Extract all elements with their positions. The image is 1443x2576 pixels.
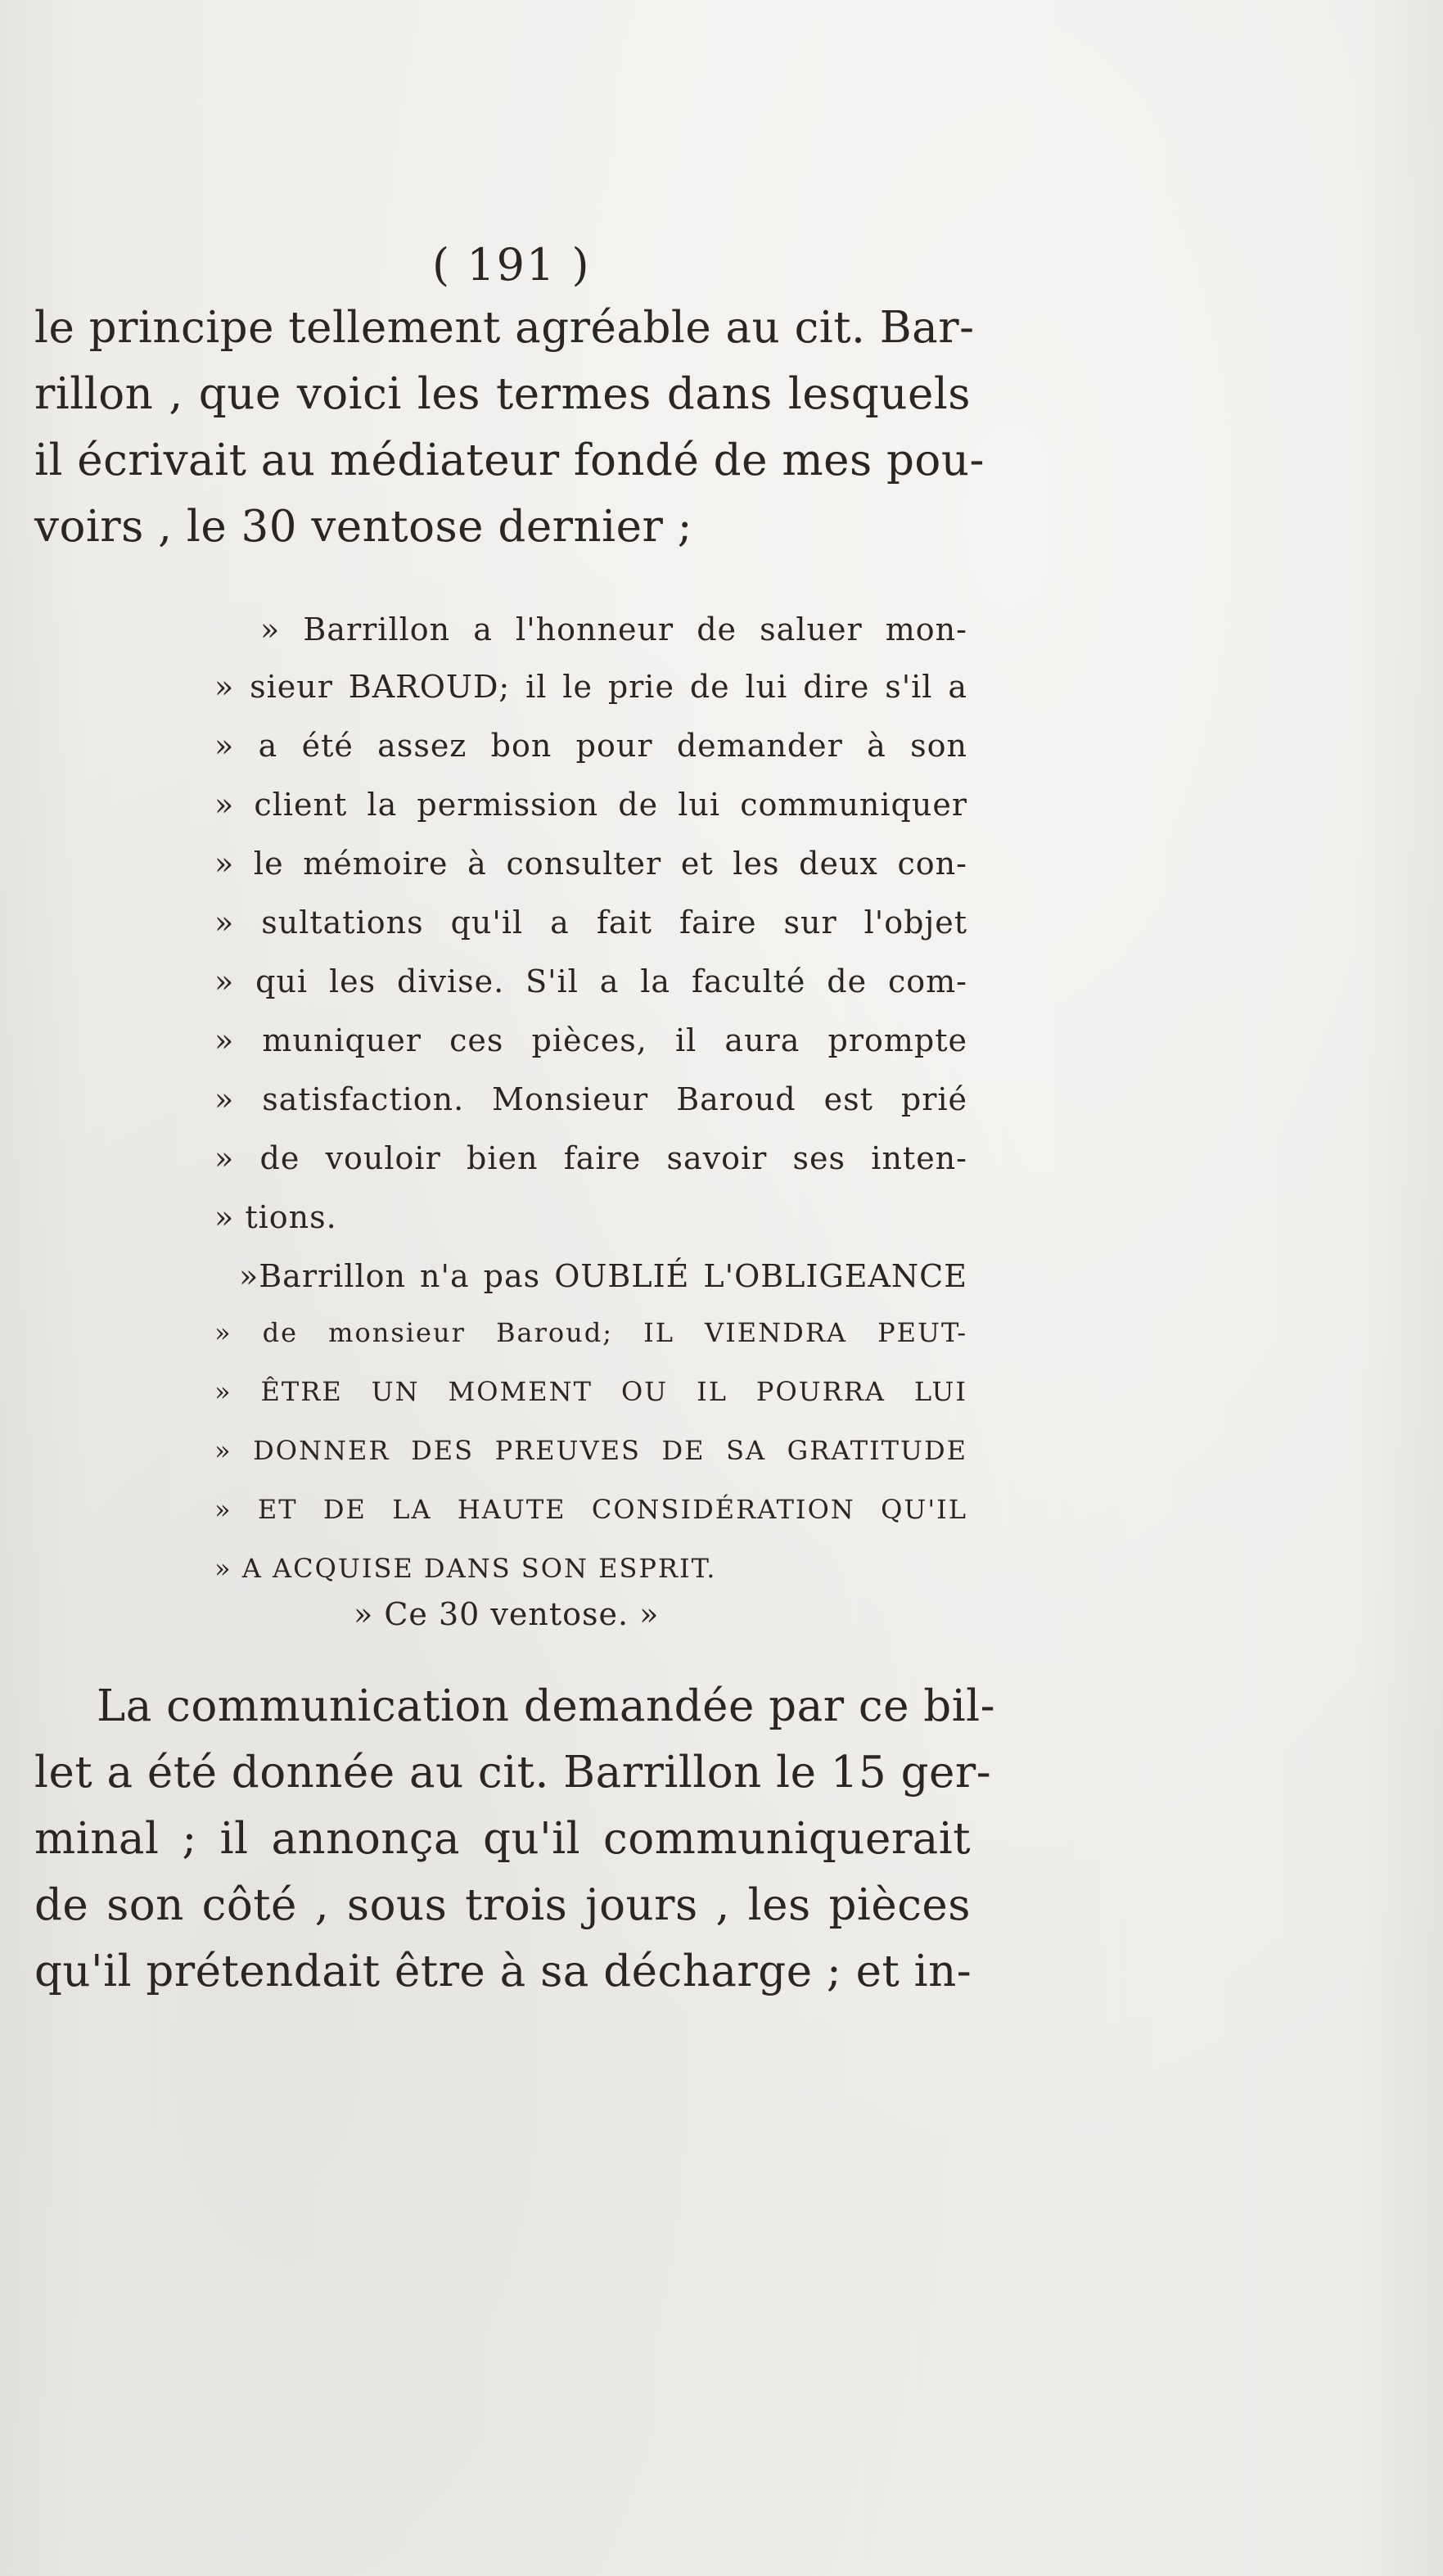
paragraph-1-line-4: voirs , le 30 ventose dernier ; xyxy=(34,502,693,552)
letter-line-5: » le mémoire à consulter et les deux con- xyxy=(214,846,967,882)
letter-line-11: » tions. xyxy=(214,1199,337,1235)
letter-line-7: » qui les divise. S'il a la faculté de com- xyxy=(214,963,967,999)
letter-signoff: » Ce 30 ventose. » xyxy=(354,1596,660,1632)
letter-line-3: » a été assez bon pour demander à son xyxy=(214,728,967,764)
paragraph-2-line-3: minal ; il annonça qu'il communiquerait xyxy=(34,1814,971,1864)
paragraph-1-line-1: le principe tellement agréable au cit. Bar- xyxy=(34,303,975,353)
page-number: ( 191 ) xyxy=(432,239,591,291)
letter-line-10: » de vouloir bien faire savoir ses inten- xyxy=(214,1140,967,1176)
letter-line-4: » client la permission de lui communiquer xyxy=(214,787,967,823)
letter-caps-line-2: » de monsieur Baroud; IL VIENDRA PEUT- xyxy=(214,1317,967,1348)
paragraph-2-line-1: La communication demandée par ce bil- xyxy=(97,1681,996,1731)
letter-caps-line-3: » ÊTRE UN MOMENT OU IL POURRA LUI xyxy=(214,1376,967,1407)
letter-caps-line-6: » A ACQUISE DANS SON ESPRIT. xyxy=(214,1553,717,1584)
letter-line-8: » muniquer ces pièces, il aura prompte xyxy=(214,1022,967,1058)
letter-line-9: » satisfaction. Monsieur Baroud est prié xyxy=(214,1081,967,1117)
paragraph-1-line-2: rillon , que voici les termes dans lesquels xyxy=(34,369,971,419)
letter-caps-line-4: » DONNER DES PREUVES DE SA GRATITUDE xyxy=(214,1435,967,1466)
letter-line-1: » Barrillon a l'honneur de saluer mon- xyxy=(260,611,967,647)
letter-line-6: » sultations qu'il a fait faire sur l'objet xyxy=(214,905,967,941)
letter-caps-line-1: »Barrillon n'a pas OUBLIÉ L'OBLIGEANCE xyxy=(239,1258,967,1294)
paragraph-2-line-4: de son côté , sous trois jours , les pièces xyxy=(34,1880,971,1930)
paragraph-1-line-3: il écrivait au médiateur fondé de mes pou- xyxy=(34,435,985,485)
letter-line-2: » sieur BAROUD; il le prie de lui dire s'il a xyxy=(214,669,967,705)
paragraph-2-line-2: let a été donnée au cit. Barrillon le 15 ger- xyxy=(34,1748,992,1798)
paragraph-2-line-5: qu'il prétendait être à sa décharge ; et in- xyxy=(34,1947,972,1996)
letter-caps-line-5: » ET DE LA HAUTE CONSIDÉRATION QU'IL xyxy=(214,1494,967,1525)
